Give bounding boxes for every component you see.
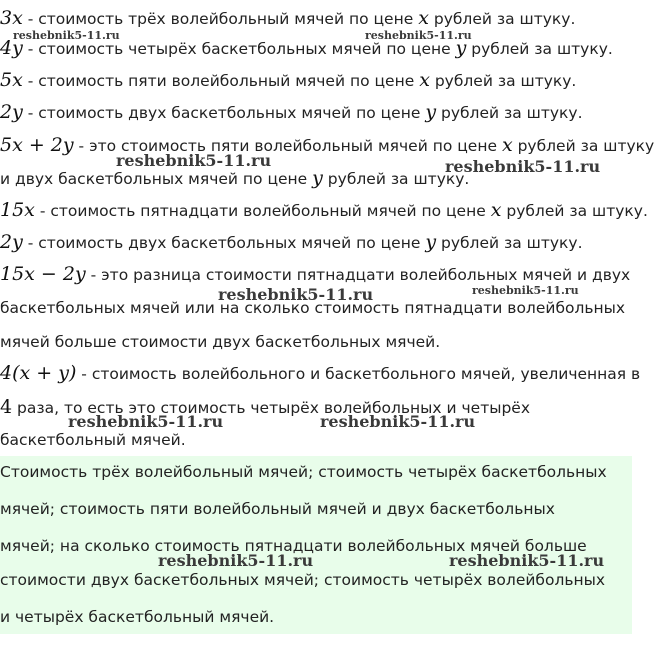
- watermark: reshebnik5-11.ru: [158, 551, 314, 570]
- watermark: reshebnik5-11.ru: [365, 29, 472, 42]
- solution-line-2: 4y - стоимость четырёх баскетбольных мячей по цене y рублей за штуку.: [0, 37, 613, 59]
- math-expression: 5x + 2y: [0, 134, 74, 156]
- answer-line-5: и четырёх баскетбольный мячей.: [0, 608, 275, 626]
- watermark: reshebnik5-11.ru: [320, 412, 476, 431]
- math-expression: 3x: [0, 7, 23, 29]
- solution-line-10: баскетбольных мячей или на сколько стоимость пятнадцати волейбольных: [0, 299, 626, 317]
- solution-line-1: 3x - стоимость трёх волейбольный мячей по цене x рублей за штуку.: [0, 7, 576, 29]
- answer-block: [0, 456, 632, 634]
- answer-line-1: Стоимость трёх волейбольный мячей; стоимость четырёх баскетбольных: [0, 463, 607, 481]
- math-number: 4: [0, 396, 13, 418]
- solution-line-7: 15x - стоимость пятнадцати волейбольный мячей по цене x рублей за штуку.: [0, 199, 648, 221]
- solution-line-13: 4 раза, то есть это стоимость четырёх волейбольных и четырёх: [0, 396, 531, 418]
- math-expression: 4y: [0, 37, 23, 59]
- solution-line-4: 2y - стоимость двух баскетбольных мячей по цене y рублей за штуку.: [0, 101, 583, 123]
- answer-line-3: мячей; на сколько стоимость пятнадцати волейбольных мячей больше: [0, 537, 587, 555]
- math-expression: 5x: [0, 69, 23, 91]
- watermark: reshebnik5-11.ru: [218, 285, 374, 304]
- solution-line-8: 2y - стоимость двух баскетбольных мячей по цене y рублей за штуку.: [0, 231, 583, 253]
- solution-line-6: и двух баскетбольных мячей по цене y рублей за штуку.: [0, 167, 470, 189]
- solution-line-11: мячей больше стоимости двух баскетбольных мячей.: [0, 333, 441, 351]
- math-expression: 15x − 2y: [0, 263, 86, 285]
- watermark: reshebnik5-11.ru: [13, 29, 120, 42]
- math-expression: 2y: [0, 231, 23, 253]
- answer-line-2: мячей; стоимость пяти волейбольный мячей и двух баскетбольных: [0, 500, 555, 518]
- solution-line-3: 5x - стоимость пяти волейбольный мячей по цене x рублей за штуку.: [0, 69, 577, 91]
- math-expression: 15x: [0, 199, 35, 221]
- math-expression: 2y: [0, 101, 23, 123]
- solution-line-14: баскетбольный мячей.: [0, 431, 186, 449]
- solution-line-9: 15x − 2y - это разница стоимости пятнадцати волейбольных мячей и двух: [0, 263, 631, 285]
- solution-line-12: 4(x + y) - стоимость волейбольного и баскетбольного мячей, увеличенная в: [0, 362, 641, 384]
- solution-line-5: 5x + 2y - это стоимость пяти волейбольный мячей по цене x рублей за штуку: [0, 134, 654, 156]
- watermark: reshebnik5-11.ru: [445, 157, 601, 176]
- watermark: reshebnik5-11.ru: [68, 412, 224, 431]
- watermark: reshebnik5-11.ru: [449, 551, 605, 570]
- watermark: reshebnik5-11.ru: [472, 284, 579, 297]
- math-expression: 4(x + y): [0, 362, 77, 384]
- answer-line-4: стоимости двух баскетбольных мячей; стоимость четырёх волейбольных: [0, 571, 606, 589]
- watermark: reshebnik5-11.ru: [116, 151, 272, 170]
